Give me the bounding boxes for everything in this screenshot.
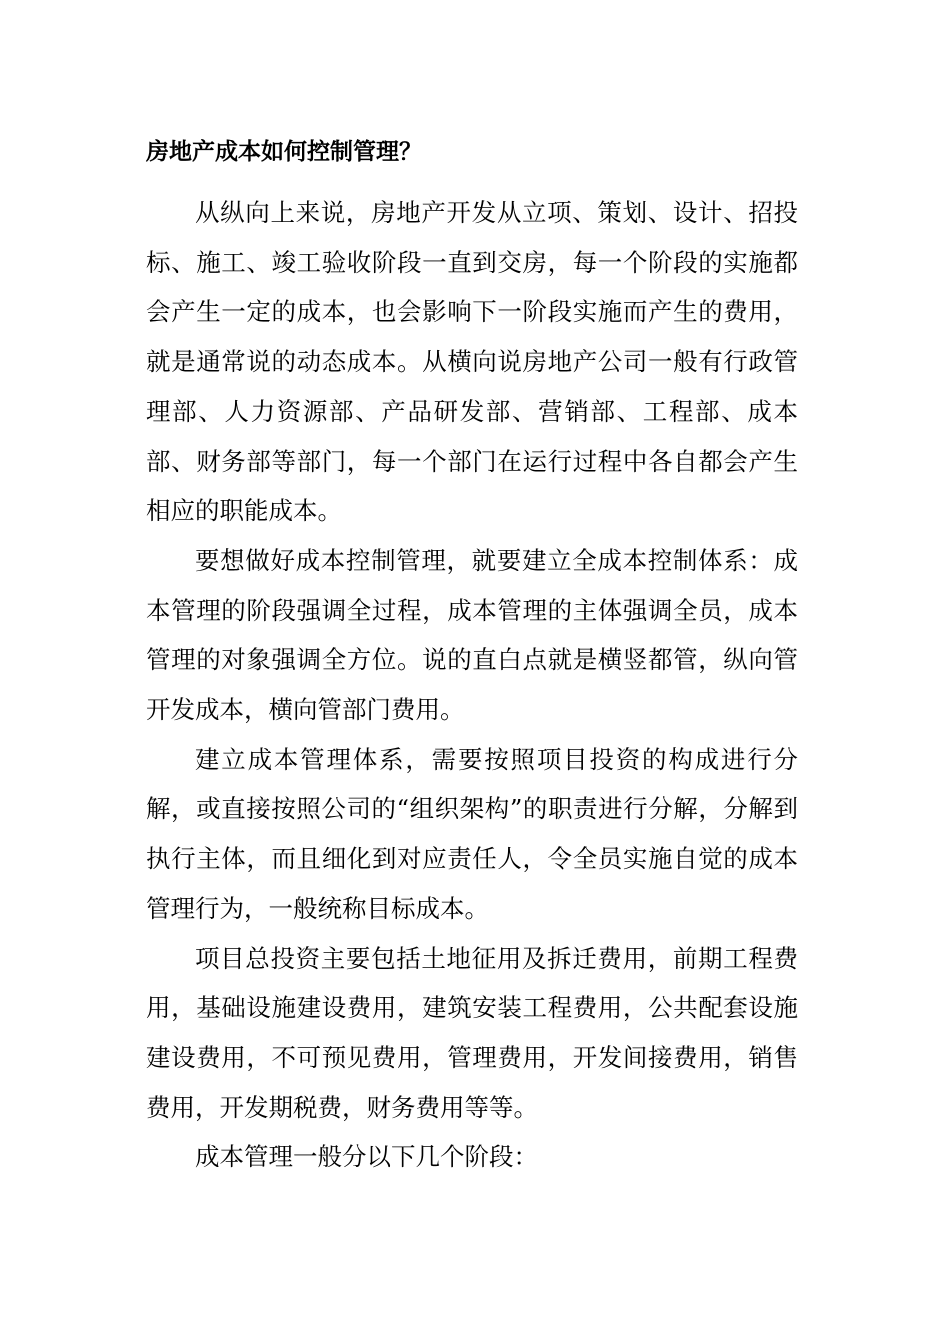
document-title: 房地产成本如何控制管理？ [146,139,422,165]
paragraph-full-cost-system: 要想做好成本控制管理，就要建立全成本控制体系：成本管理的阶段强调全过程，成本管理的主体强调全员，成本管理的对象强调全方位。说的直白点就是横竖都管，纵向管开发成本，横向管部门费用。 [146,545,798,725]
document-body [146,188,798,1182]
paragraph-target-cost: 建立成本管理体系，需要按照项目投资的构成进行分解，或直接按照公司的“组织架构”的职责进行分解，分解到执行主体，而且细化到对应责任人，令全员实施自觉的成本管理行为，一般统称目标成本。 [146,744,798,923]
paragraph-total-investment: 项目总投资主要包括土地征用及拆迁费用，前期工程费用，基础设施建设费用，建筑安装工程费用，公共配套设施建设费用，不可预见费用，管理费用，开发间接费用，销售费用，开发期税费，财务费用等等。 [146,943,798,1122]
paragraph-vertical-horizontal-cost: 从纵向上来说，房地产开发从立项、策划、设计、招投标、施工、竣工验收阶段一直到交房，每一个阶段的实施都会产生一定的成本，也会影响下一阶段实施而产生的费用，就是通常说的动态成本。从横向说房地产公司一般有行政管理部、人力资源部、产品研发部、营销部、工程部、成本部、财务部等部门，每一个部门在运行过程中各自都会产生相应的职能成本。 [146,198,798,526]
paragraph-cost-stages: 成本管理一般分以下几个阶段： [195,1142,538,1172]
